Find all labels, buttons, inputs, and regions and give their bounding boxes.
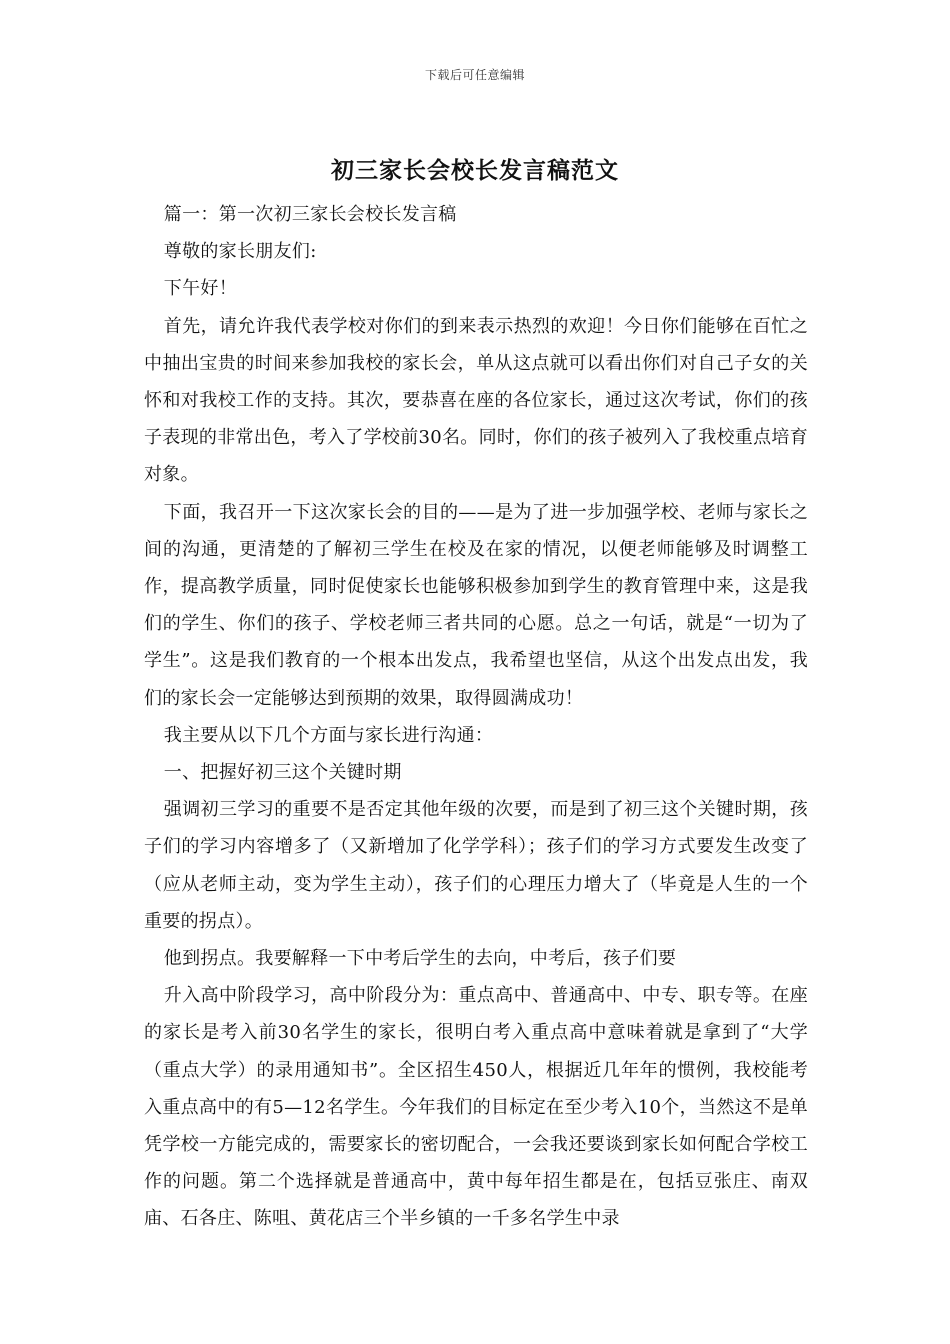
paragraph-point-one-heading: 一、把握好初三这个关键时期 xyxy=(163,762,402,784)
paragraph-purpose: 下面，我召开一下这次家长会的目的——是为了进一步加强学校、老师与家长之间的沟通，更清楚的了解初三学生在校及在家的情况，以便老师能够及时调整工作，提高教学质量，同时促使家长也能够积极参加到学生的教育管理中来，这是我们的学生、你们的孩子、学校老师三者共同的心愿。总之一句话，就是“一切为了学生”。这是我们教育的一个根本出发点，我希望也坚信，从这个出发点出发，我们的家长会一定能够达到预期的效果，取得圆满成功！ xyxy=(144,501,808,709)
document-body xyxy=(144,196,808,1238)
paragraph-welcome: 首先，请允许我代表学校对你们的到来表示热烈的欢迎！今日你们能够在百忙之中抽出宝贵的时间来参加我校的家长会，单从这点就可以看出你们对自己子女的关怀和对我校工作的支持。其次，要恭喜在座的各位家长，通过这次考试，你们的孩子表现的非常出色，考入了学校前30名。同时，你们的孩子被列入了我校重点培育对象。 xyxy=(144,315,809,486)
page-header-note: 下载后可任意编辑 xyxy=(424,68,525,82)
paragraph-turning-point: 他到拐点。我要解释一下中考后学生的去向，中考后，孩子们要 xyxy=(163,948,677,970)
document-title: 初三家长会校长发言稿范文 xyxy=(331,157,619,184)
paragraph-key-period: 强调初三学习的重要不是否定其他年级的次要，而是到了初三这个关键时期，孩子们的学习内容增多了（又新增加了化学学科）；孩子们的学习方式要发生改变了（应从老师主动，变为学生主动），孩子们的心理压力增大了（毕竟是人生的一个重要的拐点）。 xyxy=(144,799,808,932)
paragraph-high-school: 升入高中阶段学习，高中阶段分为：重点高中、普通高中、中专、职专等。在座的家长是考入前30名学生的家长，很明白考入重点高中意味着就是拿到了“大学（重点大学）的录用通知书”。全区招生450人，根据近几年年的惯例，我校能考入重点高中的有5—12名学生。今年我们的目标定在至少考入10个，当然这不是单凭学校一方能完成的，需要家长的密切配合，一会我还要谈到家长如何配合学校工作的问题。第二个选择就是普通高中，黄中每年招生都是在，包括豆张庄、南双庙、石各庄、陈咀、黄花店三个半乡镇的一千多名学生中录 xyxy=(144,985,808,1230)
paragraph-salutation: 尊敬的家长朋友们: xyxy=(163,241,317,263)
paragraph-section-heading: 篇一：第一次初三家长会校长发言稿 xyxy=(163,204,457,225)
paragraph-intro-points: 我主要从以下几个方面与家长进行沟通： xyxy=(163,724,494,746)
paragraph-greeting: 下午好！ xyxy=(163,278,237,300)
